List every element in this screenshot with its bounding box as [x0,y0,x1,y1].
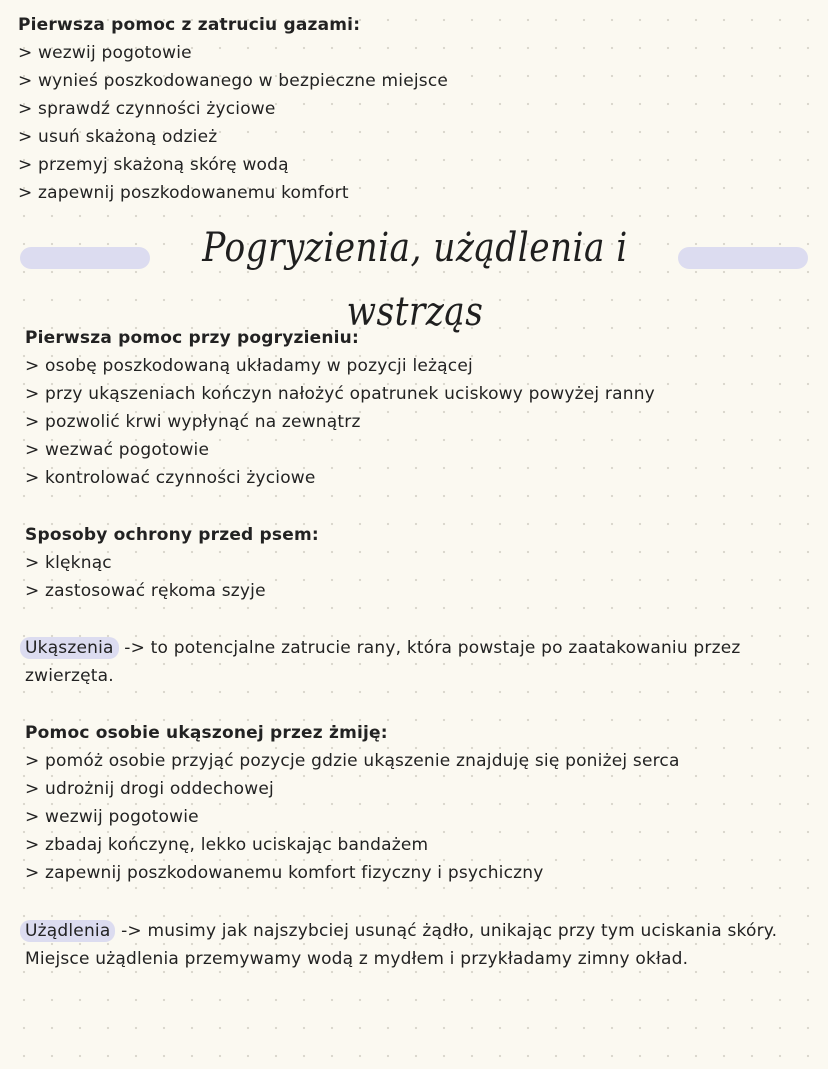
list-item: > wezwij pogotowie [18,43,192,63]
definition-text: -> to potencjalne zatrucie rany, która powstaje po zaatakowaniu przez [118,638,741,658]
title-accent-bar-right [678,247,808,269]
definition-bites [25,637,741,659]
definition-text: -> musimy jak najszybciej usunąć żądło, unikając przy tym uciskania skóry. [115,921,778,941]
list-item: > wezwać pogotowie [25,440,210,460]
page-title: Pogryzienia, użądlenia i wstrząs [202,225,628,335]
list-item: > sprawdź czynności życiowe [18,99,276,119]
list-item: > osobę poszkodowaną układamy w pozycji leżącej [25,356,473,376]
list-item: > przy ukąszeniach kończyn nałożyć opatrunek uciskowy powyżej ranny [25,384,655,404]
list-item: > wynieś poszkodowanego w bezpieczne miejsce [18,71,449,91]
title-accent-bar-left [20,247,150,269]
list-item: > zapewnij poszkodowanemu komfort fizyczny i psychiczny [25,863,544,883]
list-item: > usuń skażoną odzież [18,127,218,147]
term-highlight-bites: Ukąszenia [20,637,119,659]
list-item: > zapewnij poszkodowanemu komfort [18,183,349,203]
term-highlight-stings: Użądlenia [20,920,115,942]
section-heading-viper-bite: Pomoc osobie ukąszonej przez żmiję: [25,723,388,743]
list-item: > zbadaj kończynę, lekko uciskając bandażem [25,835,429,855]
section-heading-dog-protection: Sposoby ochrony przed psem: [25,525,319,545]
list-item: > zastosować rękoma szyje [25,581,266,601]
list-item: > wezwij pogotowie [25,807,199,827]
definition-text-continued: zwierzęta. [25,666,114,686]
section-heading-gas-poisoning: Pierwsza pomoc z zatruciu gazami: [18,15,361,35]
list-item: > pomóż osobie przyjąć pozycje gdzie ukąszenie znajduję się poniżej serca [25,751,680,771]
definition-text-continued: Miejsce użądlenia przemywamy wodą z mydłem i przykładamy zimny okład. [25,949,689,969]
section-heading-bites: Pierwsza pomoc przy pogryzieniu: [25,328,359,348]
definition-stings [25,920,777,942]
list-item: > kontrolować czynności życiowe [25,468,316,488]
list-item: > przemyj skażoną skórę wodą [18,155,289,175]
list-item: > klęknąc [25,553,112,573]
list-item: > udrożnij drogi oddechowej [25,779,274,799]
list-item: > pozwolić krwi wypłynąć na zewnątrz [25,412,361,432]
